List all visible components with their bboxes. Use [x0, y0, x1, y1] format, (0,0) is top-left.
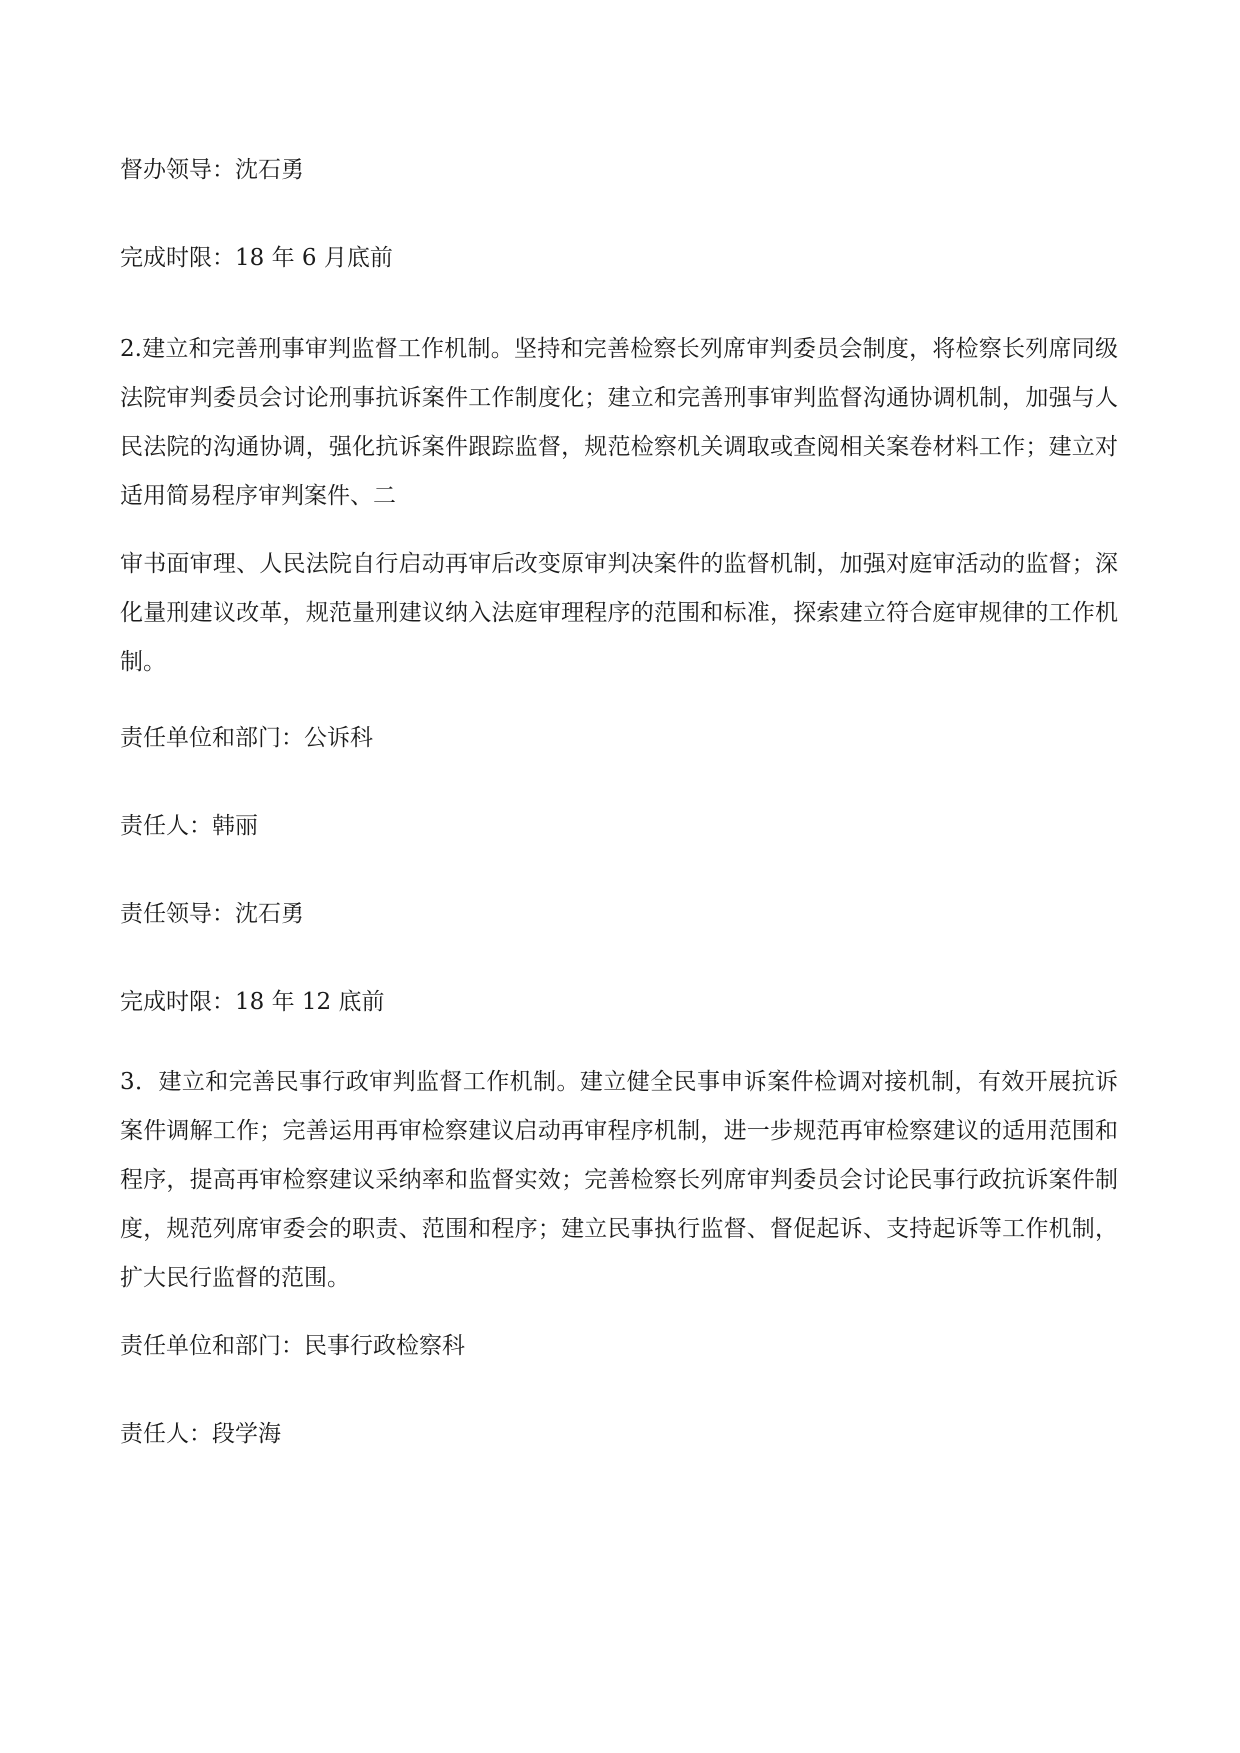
supervising-leader-line: 督办领导：沈石勇	[120, 157, 304, 183]
deadline-line: 完成时限：18 年 6 月底前	[120, 245, 393, 271]
item-3-paragraph: 3．建立和完善民事行政审判监督工作机制。建立健全民事申诉案件检调对接机制，有效开展抗诉案件调解工作；完善运用再审检察建议启动再审程序机制，进一步规范再审检察建议的适用范围和程序，提高再审检察建议采纳率和监督实效；完善检察长列席审判委员会讨论民事行政抗诉案件制度，规范列席审委会的职责、范围和程序；建立民事执行监督、督促起诉、支持起诉等工作机制，扩大民行监督的范围。	[120, 1069, 1118, 1291]
deadline-line: 完成时限：18 年 12 底前	[120, 989, 385, 1015]
responsible-leader-line: 责任领导：沈石勇	[120, 901, 304, 927]
responsible-person-line: 责任人：段学海	[120, 1421, 281, 1447]
item-2-paragraph: 2.建立和完善刑事审判监督工作机制。坚持和完善检察长列席审判委员会制度，将检察长列席同级法院审判委员会讨论刑事抗诉案件工作制度化；建立和完善刑事审判监督沟通协调机制，加强与人民法院的沟通协调，强化抗诉案件跟踪监督，规范检察机关调取或查阅相关案卷材料工作；建立对适用简易程序审判案件、二	[120, 336, 1118, 509]
responsible-person-line: 责任人：韩丽	[120, 813, 258, 839]
responsible-unit-line: 责任单位和部门：公诉科	[120, 725, 373, 751]
item-2-continued-paragraph: 审书面审理、人民法院自行启动再审后改变原审判决案件的监督机制，加强对庭审活动的监督；深化量刑建议改革，规范量刑建议纳入法庭审理程序的范围和标准，探索建立符合庭审规律的工作机制。	[120, 551, 1118, 675]
responsible-unit-line: 责任单位和部门：民事行政检察科	[120, 1333, 465, 1359]
